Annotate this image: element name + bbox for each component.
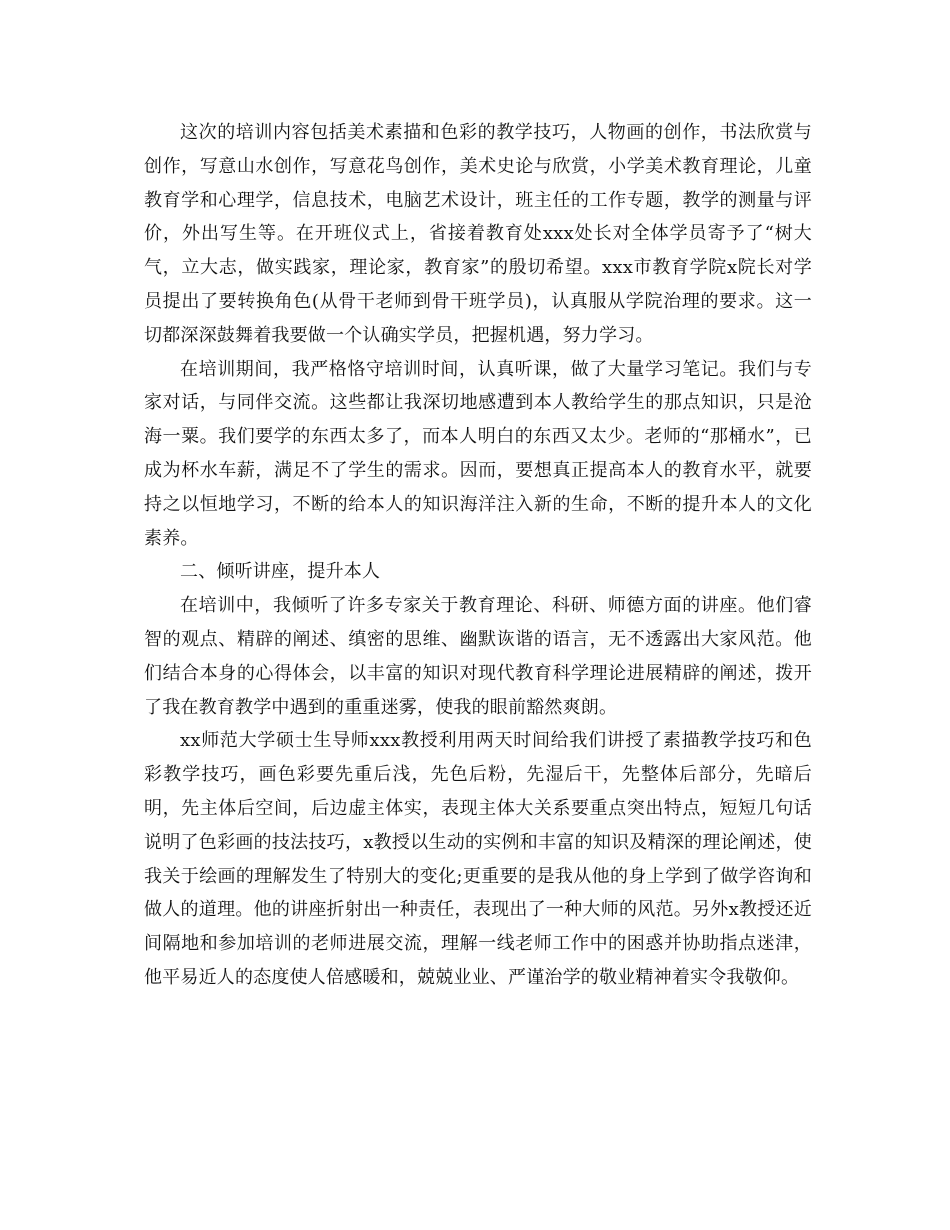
paragraph-training-content: 这次的培训内容包括美术素描和色彩的教学技巧，人物画的创作，书法欣赏与创作，写意山水创作，写意花鸟创作，美术史论与欣赏，小学美术教育理论，儿童教育学和心理学，信息技术，电脑艺术设计，班主任的工作专题，教学的测量与评价，外出写生等。在开班仪式上，省接着教育处xxx处长对全体学员寄予了“树大气，立大志，做实践家，理论家，教育家”的殷切希望。xxx市教育学院x院长对学员提出了要转换角色(从骨干老师到骨干班学员)，认真服从学院治理的要求。这一切都深深鼓舞着我要做一个认确实学员，把握机遇，努力学习。 [144, 122, 812, 346]
section-heading: 二、倾听讲座，提升本人 [180, 561, 381, 583]
paragraph-lectures: 在培训中，我倾听了许多专家关于教育理论、科研、师德方面的讲座。他们睿智的观点、精辟的阐述、缜密的思维、幽默诙谐的语言，无不透露出大家风范。他们结合本身的心得体会，以丰富的知识对现代教育科学理论进展精辟的阐述，拨开了我在教育教学中遇到的重重迷雾，使我的眼前豁然爽朗。 [144, 595, 812, 718]
document-body [144, 116, 812, 995]
paragraph-professor: xx师范大学硕士生导师xxx教授利用两天时间给我们讲授了素描教学技巧和色彩教学技巧，画色彩要先重后浅，先色后粉，先湿后干，先整体后部分，先暗后明，先主体后空间，后边虚主体实，表现主体大关系要重点突出特点，短短几句话说明了色彩画的技法技巧，x教授以生动的实例和丰富的知识及精深的理论阐述，使我关于绘画的理解发生了特别大的变化;更重要的是我从他的身上学到了做学咨询和做人的道理。他的讲座折射出一种责任，表现出了一种大师的风范。另外x教授还近间隔地和参加培训的老师进展交流，理解一线老师工作中的困惑并协助指点迷津，他平易近人的态度使人倍感暖和，兢兢业业、严谨治学的敬业精神着实令我敬仰。 [144, 730, 812, 988]
paragraph-training-period: 在培训期间，我严格恪守培训时间，认真听课，做了大量学习笔记。我们与专家对话，与同伴交流。这些都让我深切地感遭到本人教给学生的那点知识，只是沧海一粟。我们要学的东西太多了，而本人明白的东西又太少。老师的“那桶水”，已成为杯水车薪，满足不了学生的需求。因而，要想真正提高本人的教育水平，就要持之以恒地学习，不断的给本人的知识海洋注入新的生命，不断的提升本人的文化素养。 [144, 358, 812, 549]
